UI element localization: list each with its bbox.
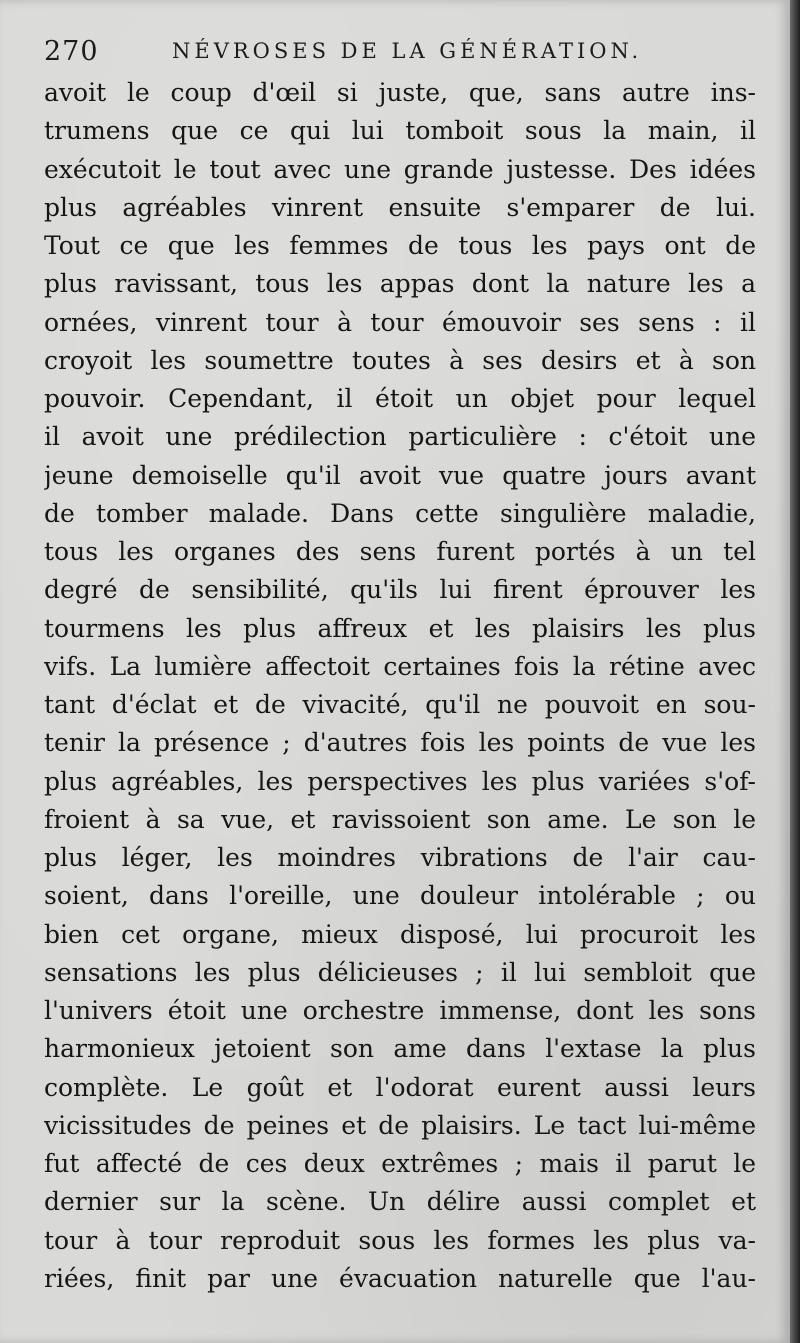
body-text (44, 74, 756, 1298)
text-line: plus agréables, les perspectives les plus variées s'of- (44, 766, 756, 796)
page-number: 270 (44, 36, 99, 67)
text-line: tenir la présence ; d'autres fois les points de vue les (44, 728, 756, 758)
text-line: tous les organes des sens furent portés à un tel (44, 537, 756, 566)
text-line: il avoit une prédilection particulière : c'étoit une (44, 422, 756, 452)
text-line: dernier sur la scène. Un délire aussi complet et (44, 1187, 756, 1217)
text-line: croyoit les soumettre toutes à ses desirs et à son (44, 345, 756, 375)
text-line: exécutoit le tout avec une grande justesse. Des idées (44, 154, 756, 184)
text-line: soient, dans l'oreille, une douleur intolérable ; ou (44, 881, 756, 911)
text-line: pouvoir. Cependant, il étoit un objet pour lequel (44, 384, 756, 413)
text-line: trumens que ce qui lui tomboit sous la main, il (44, 116, 756, 146)
text-line: avoit le coup d'œil si juste, que, sans autre ins- (44, 78, 756, 107)
text-line: Tout ce que les femmes de tous les pays ont de (44, 231, 756, 260)
text-line: complète. Le goût et l'odorat eurent aussi leurs (44, 1072, 756, 1102)
text-line: harmonieux jetoient son ame dans l'extase la plus (44, 1034, 756, 1064)
text-line: fut affecté de ces deux extrêmes ; mais il parut le (44, 1149, 756, 1178)
text-line: riées, finit par une évacuation naturelle que l'au- (44, 1263, 756, 1293)
page-edge-shadow (790, 0, 800, 1343)
text-line: sensations les plus délicieuses ; il lui sembloit que (44, 957, 756, 987)
text-line: vifs. La lumière affectoit certaines fois la rétine avec (44, 651, 756, 681)
text-line: tourmens les plus affreux et les plaisirs les plus (44, 613, 756, 643)
text-line: tant d'éclat et de vivacité, qu'il ne pouvoit en sou- (44, 690, 756, 719)
text-line: ornées, vinrent tour à tour émouvoir ses sens : il (44, 307, 756, 337)
running-head: NÉVROSES DE LA GÉNÉRATION. (172, 39, 643, 63)
text-line: tour à tour reproduit sous les formes les plus va- (44, 1225, 756, 1255)
text-line: l'univers étoit une orchestre immense, dont les sons (44, 996, 756, 1025)
text-line: bien cet organe, mieux disposé, lui procuroit les (44, 919, 756, 949)
text-line: plus agréables vinrent ensuite s'emparer de lui. (44, 192, 756, 222)
text-line: plus ravissant, tous les appas dont la nature les a (44, 269, 756, 299)
text-line: plus léger, les moindres vibrations de l'air cau- (44, 843, 756, 872)
text-line: vicissitudes de peines et de plaisirs. Le tact lui-même (44, 1110, 756, 1140)
text-line: jeune demoiselle qu'il avoit vue quatre jours avant (44, 460, 756, 490)
text-line: de tomber malade. Dans cette singulière maladie, (44, 498, 756, 528)
text-line: degré de sensibilité, qu'ils lui firent éprouver les (44, 575, 756, 605)
text-line: froient à sa vue, et ravissoient son ame. Le son le (44, 804, 756, 834)
page-header (44, 36, 764, 70)
